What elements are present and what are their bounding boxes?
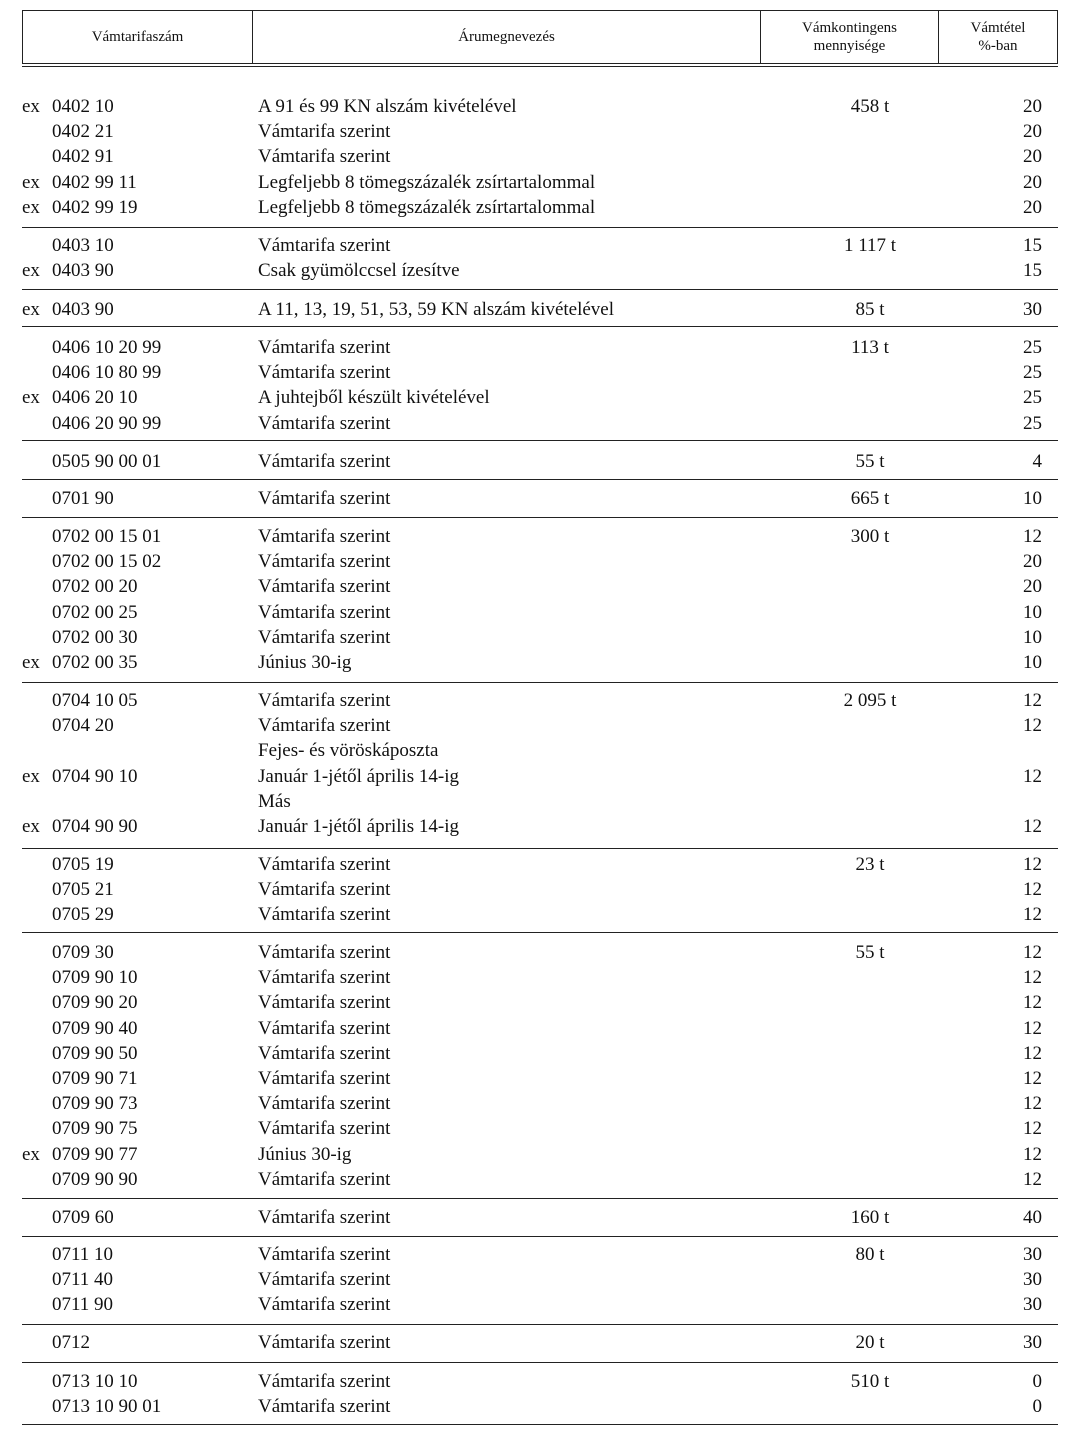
- goods-description: Vámtarifa szerint: [258, 1294, 391, 1316]
- quota-quantity: 55 t: [855, 451, 885, 472]
- quota-quantity: 458 t: [850, 96, 890, 117]
- tariff-code: 0702 00 15 02: [52, 551, 162, 573]
- tariff-code: 0406 20 10: [52, 387, 138, 409]
- header-goods-description: [253, 11, 761, 63]
- tariff-code: 0702 00 15 01: [52, 526, 162, 547]
- row-group: [22, 1330, 1058, 1355]
- table-row: [22, 738, 1058, 763]
- row-group: [22, 335, 1058, 436]
- duty-rate: 12: [1023, 879, 1042, 901]
- table-row: [22, 852, 1058, 877]
- duty-rate: 25: [1023, 412, 1042, 434]
- duty-rate: 12: [1023, 1143, 1042, 1165]
- ex-marker: ex: [22, 651, 40, 673]
- group-separator: [22, 848, 1058, 849]
- goods-description: Csak gyümölccsel ízesítve: [258, 260, 460, 282]
- goods-description: Vámtarifa szerint: [258, 551, 391, 573]
- goods-description: Vámtarifa szerint: [258, 854, 391, 875]
- tariff-code: 0709 30: [52, 942, 114, 963]
- table-row: [22, 195, 1058, 220]
- duty-rate: 30: [1023, 1332, 1042, 1353]
- goods-description: Január 1-jétől április 14-ig: [258, 815, 460, 837]
- table-row: [22, 877, 1058, 902]
- table-row: [22, 625, 1058, 650]
- tariff-code: 0709 90 10: [52, 967, 138, 989]
- duty-rate: 12: [1023, 1017, 1042, 1039]
- goods-description: Legfeljebb 8 tömegszázalék zsírtartalommal: [258, 196, 596, 218]
- header-bottom-rule: [22, 66, 1058, 67]
- table-row: [22, 1016, 1058, 1041]
- table-row: [22, 1091, 1058, 1116]
- table-row: [22, 1041, 1058, 1066]
- tariff-code: 0709 90 90: [52, 1168, 138, 1190]
- goods-description: Vámtarifa szerint: [258, 1093, 391, 1115]
- header-tariff-number-label: Vámtarifaszám: [91, 29, 184, 45]
- table-row: [22, 258, 1058, 283]
- goods-description: Vámtarifa szerint: [258, 451, 391, 472]
- table-row: [22, 713, 1058, 738]
- header-tariff-number: [23, 11, 253, 63]
- tariff-code: 0713 10 10: [52, 1371, 138, 1392]
- table-row: [22, 1242, 1058, 1267]
- row-group: [22, 486, 1058, 511]
- duty-rate: 10: [1023, 626, 1042, 648]
- table-row: [22, 688, 1058, 713]
- tariff-code: 0702 00 25: [52, 601, 138, 623]
- quota-quantity: 80 t: [855, 1244, 885, 1265]
- tariff-code: 0709 90 20: [52, 992, 138, 1014]
- table-row: [22, 1205, 1058, 1230]
- goods-description: Vámtarifa szerint: [258, 1042, 391, 1064]
- duty-rate: 15: [1023, 235, 1042, 256]
- tariff-code: 0709 90 75: [52, 1118, 138, 1140]
- row-group: [22, 1242, 1058, 1318]
- tariff-code: 0402 10: [52, 96, 114, 117]
- tariff-code: 0709 90 73: [52, 1093, 138, 1115]
- goods-description: Vámtarifa szerint: [258, 1118, 391, 1140]
- duty-rate: 30: [1023, 1294, 1042, 1316]
- goods-description: Vámtarifa szerint: [258, 235, 391, 256]
- ex-marker: ex: [22, 1143, 40, 1165]
- tariff-code: 0709 60: [52, 1207, 114, 1228]
- duty-rate: 12: [1023, 942, 1042, 963]
- duty-rate: 20: [1023, 576, 1042, 598]
- quota-quantity: 20 t: [855, 1332, 885, 1353]
- goods-description: Vámtarifa szerint: [258, 121, 391, 143]
- tariff-code: 0402 99 19: [52, 196, 138, 218]
- group-separator: [22, 326, 1058, 327]
- tariff-code: 0709 90 77: [52, 1143, 138, 1165]
- table-row: [22, 411, 1058, 436]
- header-quota-line1: Vámkontingens: [802, 20, 897, 36]
- goods-description: Vámtarifa szerint: [258, 1244, 391, 1265]
- tariff-code: 0406 20 90 99: [52, 412, 162, 434]
- goods-description: Vámtarifa szerint: [258, 942, 391, 963]
- tariff-code: 0402 99 11: [52, 171, 137, 193]
- tariff-code: 0712: [52, 1332, 90, 1353]
- tariff-code: 0705 21: [52, 879, 114, 901]
- goods-description: Vámtarifa szerint: [258, 1396, 391, 1418]
- table-row: [22, 574, 1058, 599]
- tariff-code: 0709 90 50: [52, 1042, 138, 1064]
- table-row: [22, 119, 1058, 144]
- goods-description: A 91 és 99 KN alszám kivételével: [258, 96, 517, 117]
- table-row: [22, 170, 1058, 195]
- duty-rate: 40: [1023, 1207, 1042, 1228]
- goods-description: Vámtarifa szerint: [258, 412, 391, 434]
- quota-quantity: 55 t: [855, 942, 885, 963]
- tariff-code: 0709 90 40: [52, 1017, 138, 1039]
- duty-rate: 12: [1023, 526, 1042, 547]
- tariff-code: 0709 90 71: [52, 1067, 138, 1089]
- duty-rate: 20: [1023, 551, 1042, 573]
- row-group: [22, 524, 1058, 675]
- table-row: [22, 1167, 1058, 1192]
- row-group: [22, 449, 1058, 474]
- table-row: [22, 1066, 1058, 1091]
- quota-quantity: 300 t: [850, 526, 890, 547]
- tariff-code: 0713 10 90 01: [52, 1396, 162, 1418]
- duty-rate: 12: [1023, 967, 1042, 989]
- ex-marker: ex: [22, 765, 40, 787]
- duty-rate: 30: [1023, 1244, 1042, 1265]
- group-separator: [22, 289, 1058, 290]
- duty-rate: 15: [1023, 260, 1042, 282]
- duty-rate: 12: [1023, 690, 1042, 711]
- header-duty-line2: %-ban: [978, 38, 1018, 54]
- goods-description: Vámtarifa szerint: [258, 146, 391, 168]
- duty-rate: 25: [1023, 362, 1042, 384]
- ex-marker: ex: [22, 387, 40, 409]
- tariff-code: 0704 90 10: [52, 765, 138, 787]
- quota-quantity: 1 117 t: [843, 235, 897, 256]
- quota-quantity: 160 t: [850, 1207, 890, 1228]
- header-duty-line1: Vámtétel: [970, 20, 1026, 36]
- table-row: [22, 1369, 1058, 1394]
- goods-description: Vámtarifa szerint: [258, 1269, 391, 1291]
- goods-description: Vámtarifa szerint: [258, 992, 391, 1014]
- table-row: [22, 360, 1058, 385]
- goods-description: Vámtarifa szerint: [258, 1207, 391, 1228]
- ex-marker: ex: [22, 196, 40, 218]
- row-group: [22, 297, 1058, 322]
- quota-quantity: 113 t: [851, 337, 889, 358]
- duty-rate: 12: [1023, 765, 1042, 787]
- table-row: [22, 486, 1058, 511]
- goods-description: Vámtarifa szerint: [258, 526, 391, 547]
- header-quota-line2: mennyisége: [813, 38, 886, 54]
- table-row: [22, 1267, 1058, 1292]
- duty-rate: 10: [1023, 601, 1042, 623]
- duty-rate: 20: [1023, 96, 1042, 117]
- row-group: [22, 1205, 1058, 1230]
- duty-rate: 0: [1032, 1371, 1042, 1392]
- tariff-code: 0403 10: [52, 235, 114, 256]
- ex-marker: ex: [22, 96, 40, 117]
- group-separator: [22, 479, 1058, 480]
- duty-rate: 10: [1023, 651, 1042, 673]
- duty-rate: 4: [1032, 451, 1042, 472]
- table-row: [22, 1142, 1058, 1167]
- tariff-code: 0704 20: [52, 715, 114, 737]
- header-duty-rate: [939, 11, 1057, 63]
- goods-description: Vámtarifa szerint: [258, 879, 391, 901]
- table-row: [22, 789, 1058, 814]
- goods-description: Vámtarifa szerint: [258, 488, 391, 509]
- duty-rate: 12: [1023, 1168, 1042, 1190]
- tariff-code: 0403 90: [52, 260, 114, 282]
- table-row: [22, 965, 1058, 990]
- duty-rate: 12: [1023, 815, 1042, 837]
- row-group: [22, 688, 1058, 839]
- table-row: [22, 297, 1058, 322]
- goods-description: Vámtarifa szerint: [258, 1067, 391, 1089]
- ex-marker: ex: [22, 815, 40, 837]
- goods-description: A 11, 13, 19, 51, 53, 59 KN alszám kivételével: [258, 299, 615, 320]
- table-row: [22, 335, 1058, 360]
- tariff-code: 0702 00 30: [52, 626, 138, 648]
- table-row: [22, 990, 1058, 1015]
- ex-marker: ex: [22, 260, 40, 282]
- group-separator: [22, 517, 1058, 518]
- tariff-code: 0705 19: [52, 854, 114, 875]
- goods-description: Más: [258, 790, 291, 812]
- duty-rate: 30: [1023, 299, 1042, 320]
- table-row: [22, 1330, 1058, 1355]
- table-row: [22, 1394, 1058, 1419]
- table-row: [22, 233, 1058, 258]
- tariff-code: 0705 29: [52, 904, 114, 926]
- duty-rate: 20: [1023, 146, 1042, 168]
- tariff-code: 0704 90 90: [52, 815, 138, 837]
- goods-description: Vámtarifa szerint: [258, 967, 391, 989]
- table-header: [22, 10, 1058, 64]
- tariff-code: 0711 40: [52, 1269, 114, 1291]
- quota-quantity: 85 t: [855, 299, 885, 320]
- table-row: [22, 94, 1058, 119]
- group-separator: [22, 1198, 1058, 1199]
- goods-description: Vámtarifa szerint: [258, 576, 391, 598]
- duty-rate: 20: [1023, 196, 1042, 218]
- table-row: [22, 600, 1058, 625]
- row-group: [22, 940, 1058, 1192]
- goods-description: A juhtejből készült kivételével: [258, 387, 490, 409]
- duty-rate: 12: [1023, 854, 1042, 875]
- tariff-code: 0505 90 00 01: [52, 451, 162, 472]
- group-separator: [22, 227, 1058, 228]
- tariff-code: 0403 90: [52, 299, 114, 320]
- row-group: [22, 94, 1058, 220]
- duty-rate: 12: [1023, 1042, 1042, 1064]
- row-group: [22, 852, 1058, 928]
- tariff-code: 0406 10 80 99: [52, 362, 162, 384]
- tariff-code: 0402 91: [52, 146, 114, 168]
- duty-rate: 12: [1023, 1118, 1042, 1140]
- tariff-code: 0704 10 05: [52, 690, 138, 711]
- duty-rate: 25: [1023, 387, 1042, 409]
- duty-rate: 0: [1032, 1396, 1042, 1418]
- group-separator: [22, 682, 1058, 683]
- goods-description: Vámtarifa szerint: [258, 362, 391, 384]
- group-separator: [22, 1362, 1058, 1363]
- duty-rate: 12: [1023, 1093, 1042, 1115]
- duty-rate: 10: [1023, 488, 1042, 509]
- table-row: [22, 385, 1058, 410]
- goods-description: Vámtarifa szerint: [258, 601, 391, 623]
- goods-description: Vámtarifa szerint: [258, 715, 391, 737]
- table-row: [22, 549, 1058, 574]
- table-row: [22, 764, 1058, 789]
- group-separator: [22, 1424, 1058, 1425]
- table-row: [22, 814, 1058, 839]
- goods-description: Június 30-ig: [258, 1143, 352, 1165]
- goods-description: Fejes- és vöröskáposzta: [258, 740, 439, 762]
- goods-description: Vámtarifa szerint: [258, 904, 391, 926]
- goods-description: Június 30-ig: [258, 651, 352, 673]
- table-row: [22, 449, 1058, 474]
- row-group: [22, 233, 1058, 283]
- duty-rate: 25: [1023, 337, 1042, 358]
- goods-description: Vámtarifa szerint: [258, 1332, 391, 1353]
- table-row: [22, 144, 1058, 169]
- duty-rate: 30: [1023, 1269, 1042, 1291]
- goods-description: Január 1-jétől április 14-ig: [258, 765, 460, 787]
- ex-marker: ex: [22, 299, 40, 320]
- table-row: [22, 1116, 1058, 1141]
- duty-rate: 12: [1023, 1067, 1042, 1089]
- table-row: [22, 940, 1058, 965]
- goods-description: Vámtarifa szerint: [258, 1017, 391, 1039]
- duty-rate: 20: [1023, 121, 1042, 143]
- duty-rate: 12: [1023, 904, 1042, 926]
- tariff-code: 0711 90: [52, 1294, 114, 1316]
- duty-rate: 12: [1023, 715, 1042, 737]
- tariff-code: 0702 00 35: [52, 651, 138, 673]
- goods-description: Vámtarifa szerint: [258, 626, 391, 648]
- table-row: [22, 1292, 1058, 1317]
- goods-description: Vámtarifa szerint: [258, 337, 391, 358]
- goods-description: Vámtarifa szerint: [258, 1168, 391, 1190]
- group-separator: [22, 1324, 1058, 1325]
- quota-quantity: 510 t: [850, 1371, 890, 1392]
- ex-marker: ex: [22, 171, 40, 193]
- tariff-code: 0711 10: [52, 1244, 114, 1265]
- tariff-code: 0702 00 20: [52, 576, 138, 598]
- goods-description: Vámtarifa szerint: [258, 1371, 391, 1392]
- group-separator: [22, 932, 1058, 933]
- table-row: [22, 524, 1058, 549]
- quota-quantity: 23 t: [855, 854, 885, 875]
- tariff-code: 0701 90: [52, 488, 114, 509]
- duty-rate: 12: [1023, 992, 1042, 1014]
- quota-quantity: 665 t: [850, 488, 890, 509]
- header-quota-quantity: [761, 11, 939, 63]
- table-row: [22, 902, 1058, 927]
- group-separator: [22, 440, 1058, 441]
- duty-rate: 20: [1023, 171, 1042, 193]
- group-separator: [22, 1236, 1058, 1237]
- table-row: [22, 650, 1058, 675]
- tariff-code: 0402 21: [52, 121, 114, 143]
- goods-description: Legfeljebb 8 tömegszázalék zsírtartalommal: [258, 171, 596, 193]
- quota-quantity: 2 095 t: [843, 690, 897, 711]
- row-group: [22, 1369, 1058, 1419]
- goods-description: Vámtarifa szerint: [258, 690, 391, 711]
- header-goods-description-label: Árumegnevezés: [458, 29, 555, 45]
- tariff-code: 0406 10 20 99: [52, 337, 162, 358]
